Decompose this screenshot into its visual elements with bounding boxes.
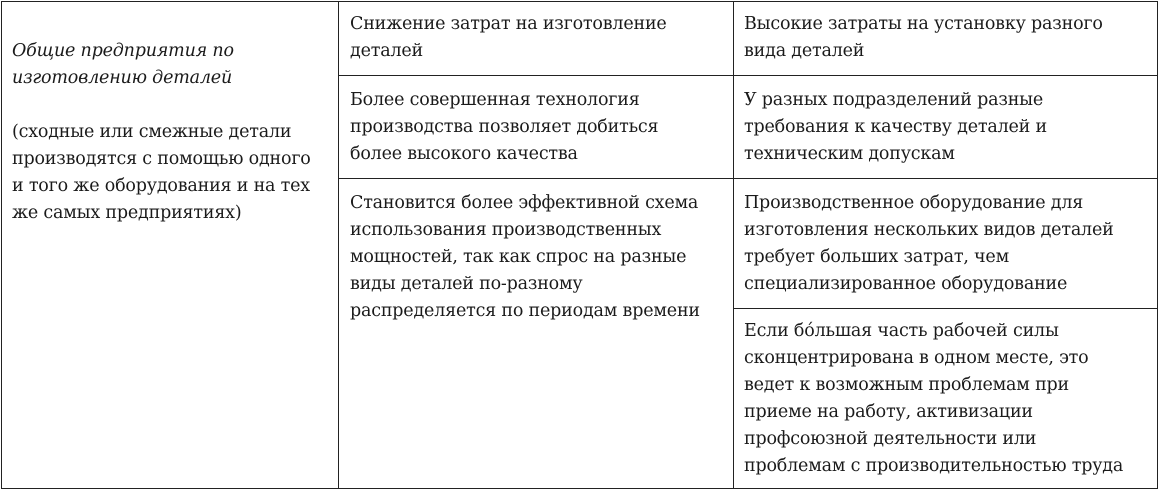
category-title: Общие предприятия по изготовлению деталей	[12, 41, 234, 88]
disadvantage-cell: Производственное оборудование для изготовления нескольких видов деталей требует больших затрат, чем специализированное оборудование	[744, 193, 1114, 294]
comparison-table	[1, 1, 1158, 489]
disadvantage-cell: У разных подразделений разные требования к качеству деталей и техническим допускам	[744, 90, 1047, 164]
row-divider	[338, 178, 1158, 179]
row-divider	[338, 75, 1158, 76]
category-description: (сходные или смежные детали производятся с помощью одного и того же оборудования и на тех же самых предприятиях)	[12, 122, 311, 223]
row-divider	[733, 308, 1158, 309]
disadvantage-cell: Высокие затраты на установку разного вида деталей	[744, 14, 1103, 61]
disadvantage-cell: Если бóльшая часть рабочей силы сконцентрирована в одном месте, это ведет к возможным проблемам при приеме на работу, активизации профсоюзной деятельности или проблемам с производительностью труда	[744, 321, 1124, 476]
advantage-cell: Более совершенная технология производства позволяет добиться более высокого качества	[350, 90, 659, 164]
advantage-cell: Становится более эффективной схема использования производственных мощностей, так как спрос на разные виды деталей по-разному распределяется по периодам времени	[350, 193, 700, 321]
advantage-cell: Снижение затрат на изготовление деталей	[350, 14, 667, 61]
category-cell	[12, 11, 332, 254]
